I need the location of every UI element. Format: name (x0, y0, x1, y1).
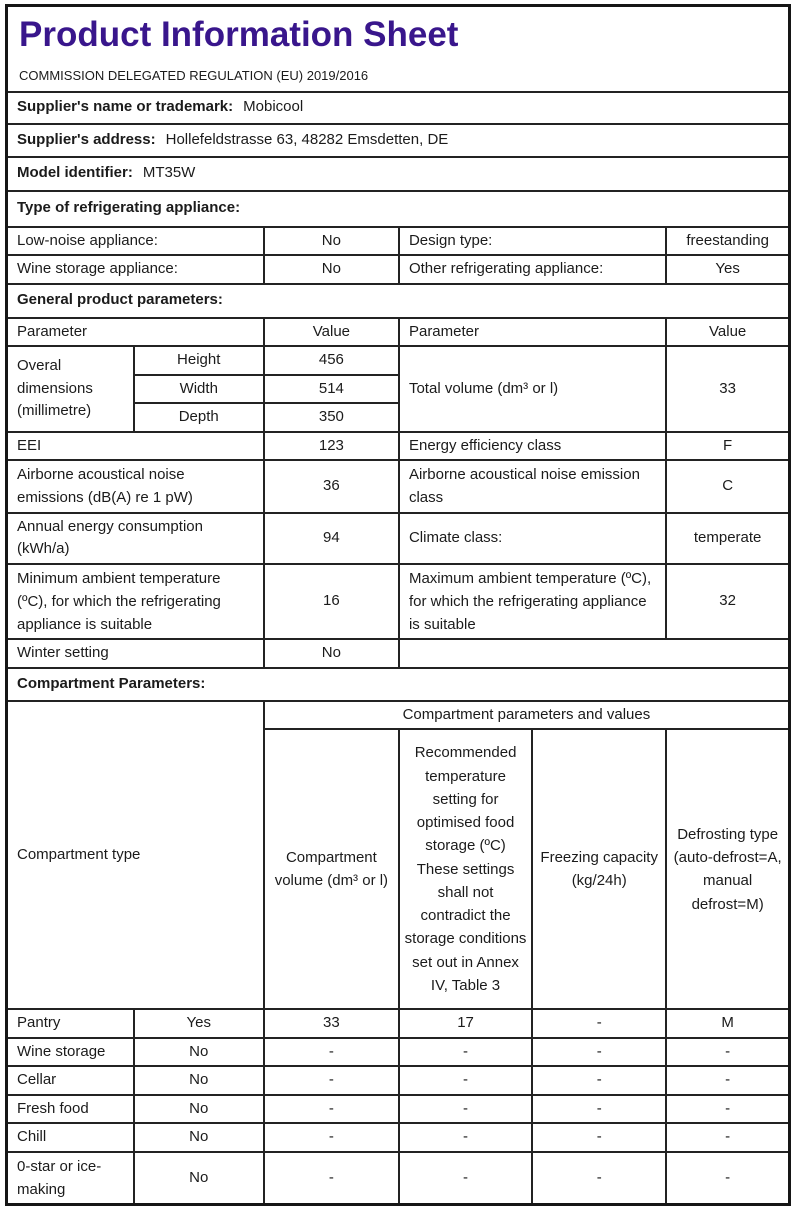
dimension-name-cell: Height (134, 346, 264, 375)
table-row (7, 513, 790, 564)
compartment-temp-cell: - (399, 1095, 532, 1124)
model-identifier-row (7, 157, 790, 191)
param-label-cell: Wine storage appliance: (7, 255, 264, 284)
compartment-temp-cell: - (399, 1123, 532, 1152)
compartment-freezing-cell: - (532, 1038, 666, 1067)
section-heading-general: General product parameters: (7, 284, 790, 318)
param-label-cell: Other refrigerating appliance: (399, 255, 666, 284)
compartment-column-header-freezing: Freezing capacity (kg/24h) (532, 729, 666, 1009)
compartment-volume-cell: 33 (264, 1009, 399, 1038)
compartment-defrost-cell: - (666, 1095, 789, 1124)
dimension-value-cell: 350 (264, 403, 399, 432)
section-heading-type: Type of refrigerating appliance: (7, 191, 790, 227)
param-label-cell: Maximum ambient temperature (ºC), for which the refrigerating appliance is suitable (399, 564, 666, 640)
compartment-volume-cell: - (264, 1038, 399, 1067)
model-identifier-value: MT35W (142, 164, 196, 182)
compartment-type-cell: Wine storage (7, 1038, 134, 1067)
table-row (7, 432, 790, 461)
compartment-type-cell: Pantry (7, 1009, 134, 1038)
param-label-cell: Design type: (399, 227, 666, 256)
dimensions-row (7, 346, 790, 375)
compartment-temp-cell: - (399, 1038, 532, 1067)
compartment-defrost-cell: - (666, 1152, 789, 1205)
compartment-freezing-cell: - (532, 1123, 666, 1152)
regulation-subtitle: COMMISSION DELEGATED REGULATION (EU) 2019/2016 (19, 68, 369, 83)
param-value-cell: Yes (666, 255, 789, 284)
compartment-temp-cell: - (399, 1152, 532, 1205)
compartment-defrost-cell: M (666, 1009, 789, 1038)
compartment-column-header-temperature: Recommended temperature setting for optimised food storage (ºC) These settings shall not contradict the storage conditions set out in Annex IV, Table 3 (399, 729, 532, 1009)
param-value-cell: 94 (264, 513, 399, 564)
type-section-heading-row (7, 191, 790, 227)
compartment-volume-cell: - (264, 1152, 399, 1205)
param-label-cell: Energy efficiency class (399, 432, 666, 461)
compartment-volume-cell: - (264, 1095, 399, 1124)
param-label-cell: EEI (7, 432, 264, 461)
title-cell (7, 6, 790, 92)
compartment-present-cell: No (134, 1066, 264, 1095)
compartment-present-cell: No (134, 1152, 264, 1205)
compartment-column-header-volume: Compartment volume (dm³ or l) (264, 729, 399, 1009)
compartment-present-cell: No (134, 1038, 264, 1067)
compartment-row (7, 1123, 790, 1152)
compartment-present-cell: Yes (134, 1009, 264, 1038)
param-label-cell: Climate class: (399, 513, 666, 564)
supplier-address-value: Hollefeldstrasse 63, 48282 Emsdetten, DE (165, 130, 449, 148)
compartment-freezing-cell: - (532, 1152, 666, 1205)
compartment-defrost-cell: - (666, 1066, 789, 1095)
compartment-column-header-defrost: Defrosting type (auto-defrost=A, manual defrost=M) (666, 729, 789, 1009)
supplier-address-row (7, 124, 790, 157)
compartment-freezing-cell: - (532, 1009, 666, 1038)
compartment-freezing-cell: - (532, 1095, 666, 1124)
section-heading-compartment: Compartment Parameters: (7, 668, 790, 701)
param-value-cell: No (264, 255, 399, 284)
param-value-cell: 123 (264, 432, 399, 461)
param-label-cell: Airborne acoustical noise emission class (399, 460, 666, 513)
compartment-volume-cell: - (264, 1123, 399, 1152)
compartment-defrost-cell: - (666, 1123, 789, 1152)
dimensions-label-cell: Overal dimensions (millimetre) (7, 346, 134, 432)
param-label-cell: Winter setting (7, 639, 264, 668)
model-identifier-cell (7, 157, 790, 191)
parameter-value-header-row (7, 318, 790, 347)
general-section-heading-row (7, 284, 790, 318)
compartment-temp-cell: - (399, 1066, 532, 1095)
column-header-value: Value (264, 318, 399, 347)
dimension-name-cell: Width (134, 375, 264, 404)
table-row (7, 564, 790, 640)
param-value-cell: freestanding (666, 227, 789, 256)
compartment-group-header-cell: Compartment parameters and values (264, 701, 790, 730)
dimension-name-cell: Depth (134, 403, 264, 432)
supplier-name-label: Supplier's name or trademark: (17, 98, 234, 116)
param-label-cell: Low-noise appliance: (7, 227, 264, 256)
info-table (5, 4, 791, 1206)
param-value-cell: No (264, 639, 399, 668)
param-value-cell: temperate (666, 513, 789, 564)
supplier-name-row (7, 92, 790, 124)
table-row (7, 460, 790, 513)
param-value-cell: No (264, 227, 399, 256)
dimension-value-cell: 456 (264, 346, 399, 375)
param-value-cell: 32 (666, 564, 789, 640)
compartment-row (7, 1038, 790, 1067)
compartment-group-header-row (7, 701, 790, 730)
param-value-cell: 16 (264, 564, 399, 640)
compartment-temp-cell: 17 (399, 1009, 532, 1038)
dimension-value-cell: 514 (264, 375, 399, 404)
supplier-address-cell (7, 124, 790, 157)
compartment-type-header-cell: Compartment type (7, 701, 264, 1010)
empty-cell (399, 639, 790, 668)
page-title: Product Information Sheet (19, 15, 459, 54)
table-row (7, 227, 790, 256)
compartment-freezing-cell: - (532, 1066, 666, 1095)
compartment-row (7, 1152, 790, 1205)
supplier-name-value: Mobicool (243, 98, 304, 116)
compartment-type-cell: Cellar (7, 1066, 134, 1095)
param-value-cell: 36 (264, 460, 399, 513)
supplier-address-label: Supplier's address: (17, 130, 156, 148)
compartment-present-cell: No (134, 1123, 264, 1152)
supplier-name-cell (7, 92, 790, 124)
compartment-volume-cell: - (264, 1066, 399, 1095)
column-header-value: Value (666, 318, 789, 347)
table-row (7, 255, 790, 284)
param-value-cell: C (666, 460, 789, 513)
param-value-cell: F (666, 432, 789, 461)
compartment-row (7, 1066, 790, 1095)
model-identifier-label: Model identifier: (17, 164, 133, 182)
compartment-type-cell: 0-star or ice-making (7, 1152, 134, 1205)
compartment-defrost-cell: - (666, 1038, 789, 1067)
compartment-row (7, 1095, 790, 1124)
compartment-row (7, 1009, 790, 1038)
compartment-type-cell: Chill (7, 1123, 134, 1152)
total-volume-value-cell: 33 (666, 346, 789, 432)
param-label-cell: Annual energy consumption (kWh/a) (7, 513, 264, 564)
column-header-parameter: Parameter (399, 318, 666, 347)
title-row (7, 6, 790, 92)
param-label-cell: Minimum ambient temperature (ºC), for which the refrigerating appliance is suitable (7, 564, 264, 640)
compartment-section-heading-row (7, 668, 790, 701)
compartment-present-cell: No (134, 1095, 264, 1124)
total-volume-label-cell: Total volume (dm³ or l) (399, 346, 666, 432)
param-label-cell: Airborne acoustical noise emissions (dB(A) re 1 pW) (7, 460, 264, 513)
table-row (7, 639, 790, 668)
compartment-type-cell: Fresh food (7, 1095, 134, 1124)
column-header-parameter: Parameter (7, 318, 264, 347)
